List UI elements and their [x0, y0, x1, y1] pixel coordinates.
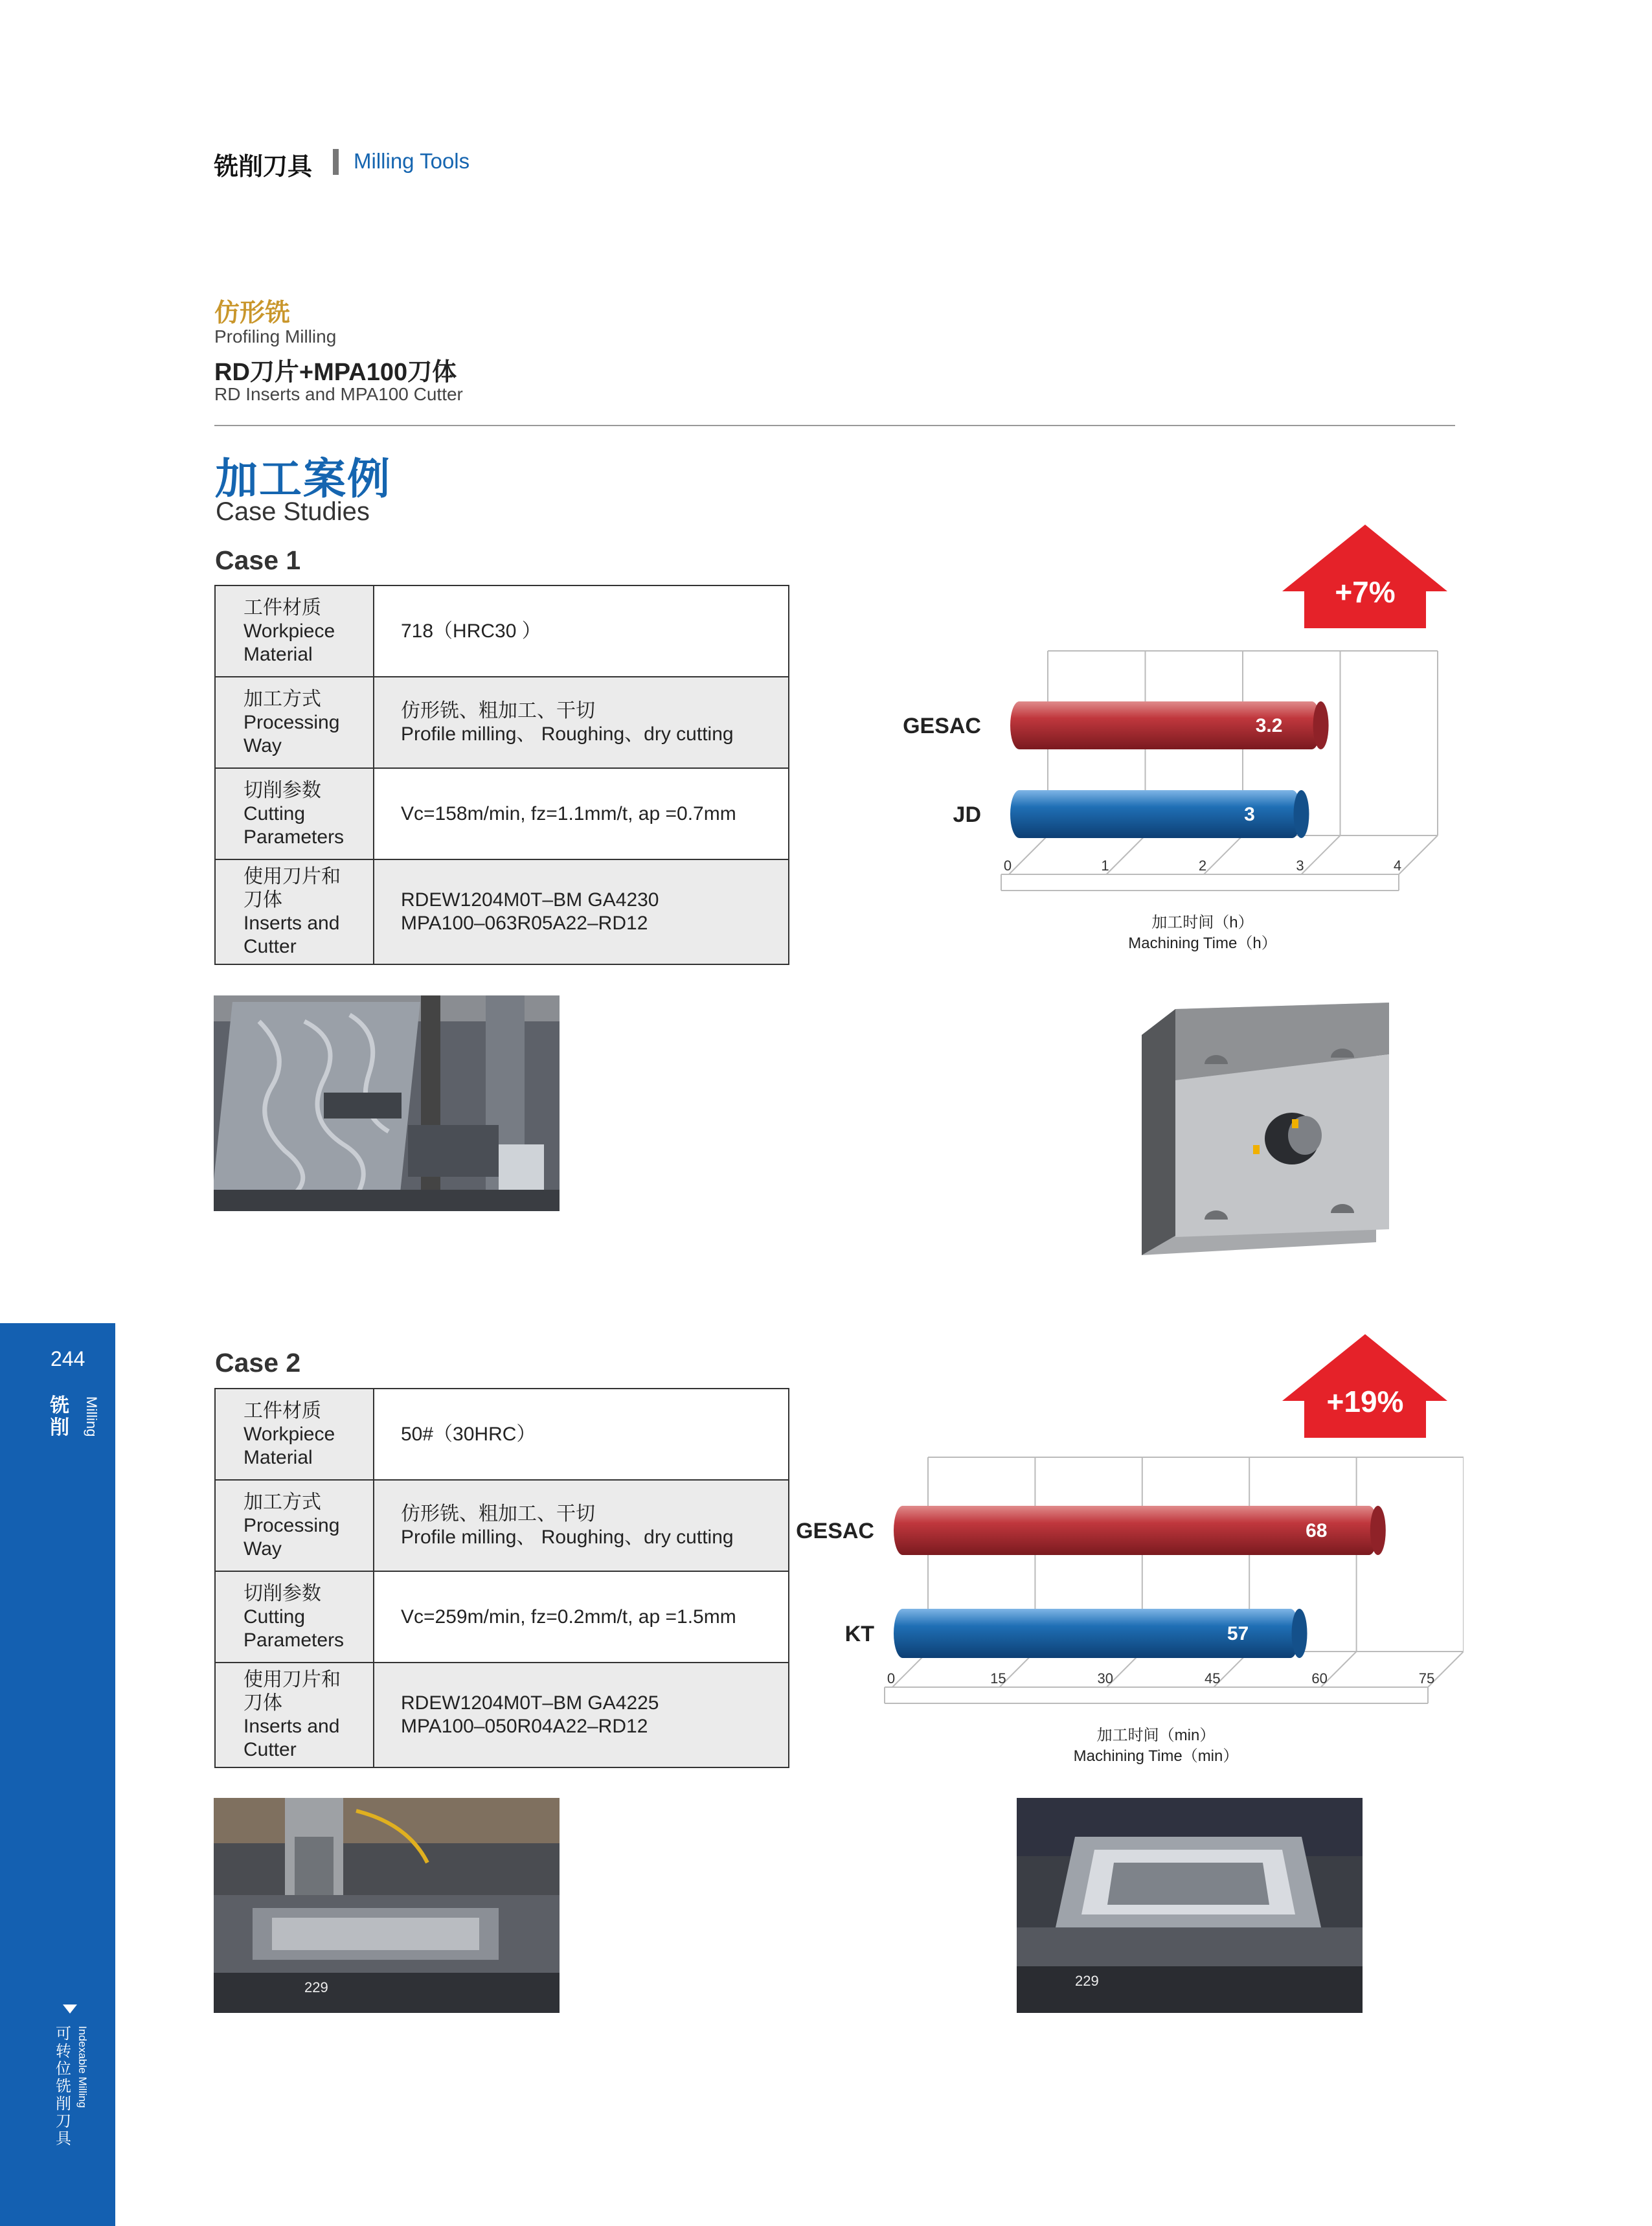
data-label: 57	[1227, 1623, 1249, 1644]
grid-line	[1009, 835, 1048, 874]
case-studies-title-en: Case Studies	[216, 497, 370, 526]
spec-value-line: 仿形铣、粗加工、干切	[401, 1503, 595, 1525]
svg-text:229: 229	[304, 1979, 328, 1995]
data-label: 3	[1244, 804, 1255, 825]
case1-render-photo	[1130, 996, 1389, 1264]
spec-value	[374, 585, 789, 677]
spec-label-line: Material	[243, 643, 313, 665]
axis-title-cn: 加工时间（min）	[1096, 1727, 1216, 1744]
spec-label-line: 工件材质	[243, 596, 321, 619]
spec-label-line: Parameters	[243, 826, 345, 848]
case1-spec-table	[214, 585, 789, 965]
tick-label: 45	[1204, 1670, 1221, 1687]
spec-label	[215, 1389, 374, 1480]
spec-label-line: 使用刀片和	[243, 1669, 341, 1690]
spec-row	[215, 768, 789, 859]
bar-cap	[1370, 1506, 1386, 1555]
subsection-title-en: RD Inserts and MPA100 Cutter	[214, 384, 463, 404]
spec-label-line: Cutting	[243, 1606, 306, 1628]
spec-row	[215, 859, 789, 964]
spec-value-line: RDEW1204M0T–BM GA4230	[401, 889, 659, 911]
bar-cap	[1294, 790, 1309, 838]
case-studies-title-cn: 加工案例	[215, 455, 391, 503]
sidebar-label-cn: 铣削	[50, 1395, 69, 1438]
spec-value-line: MPA100–050R04A22–RD12	[401, 1716, 648, 1737]
spec-value	[374, 1480, 789, 1571]
tick-label: 60	[1311, 1670, 1328, 1687]
axis-title-en: Machining Time（min）	[1073, 1747, 1239, 1765]
spec-label-line: Material	[243, 1446, 313, 1468]
spec-label	[215, 1663, 374, 1767]
bar-cap	[1313, 701, 1329, 749]
spec-label-line: 工件材质	[243, 1400, 321, 1422]
tick-label: 0	[1003, 857, 1012, 874]
spec-value	[374, 1389, 789, 1480]
tick-label: 1	[1101, 857, 1109, 874]
tick-label: 3	[1296, 857, 1304, 874]
spec-row	[215, 1480, 789, 1571]
spec-value-line: MPA100–063R05A22–RD12	[401, 913, 648, 934]
spec-value	[374, 859, 789, 964]
improvement-badge: +19%	[1326, 1385, 1404, 1418]
spec-value-line: Profile milling、 Roughing、dry cutting	[401, 723, 734, 745]
spec-row	[215, 1663, 789, 1767]
subsection-title-cn: RD刀片+MPA100刀体	[214, 359, 457, 386]
tick-label: 15	[990, 1670, 1006, 1687]
spec-label	[215, 585, 374, 677]
sidebar-category-en: Indexable Milling	[76, 2026, 89, 2108]
spec-value-line: Profile milling、 Roughing、dry cutting	[401, 1526, 734, 1548]
spec-label	[215, 1571, 374, 1663]
data-label: 3.2	[1255, 715, 1283, 736]
tick-label: 4	[1393, 857, 1402, 874]
spec-label	[215, 677, 374, 768]
category-label: JD	[953, 802, 981, 827]
category-label: GESAC	[903, 714, 981, 738]
spec-label	[215, 768, 374, 859]
spec-label-line: Processing	[243, 711, 340, 733]
grid-line	[1399, 835, 1438, 874]
svg-text:229: 229	[1075, 1973, 1099, 1989]
spec-label-line: 切削参数	[243, 1582, 321, 1604]
tick-label: 2	[1198, 857, 1207, 874]
case1-machine-photo	[214, 995, 560, 1211]
section-title-cn: 仿形铣	[214, 299, 291, 327]
grid-line	[1204, 835, 1243, 874]
spec-value-line: 50#（30HRC）	[401, 1423, 536, 1445]
sidebar-category-cn: 可转位铣削刀具	[56, 2025, 71, 2148]
case2-part-photo	[1017, 1798, 1363, 2013]
spec-label-line: Way	[243, 1538, 282, 1560]
category-label: KT	[844, 1622, 874, 1646]
spec-label-line: Processing	[243, 1514, 340, 1536]
sidebar-label-en: Milling	[84, 1396, 100, 1437]
spec-value	[374, 1571, 789, 1663]
spec-label-line: Way	[243, 734, 282, 756]
header-title-en: Milling Tools	[354, 149, 470, 173]
axis-title-cn: 加工时间（h）	[1151, 914, 1254, 931]
bar-cap	[1292, 1609, 1307, 1658]
spec-label-line: Inserts and	[243, 1716, 340, 1737]
spec-value	[374, 1663, 789, 1767]
tick-label: 75	[1418, 1670, 1435, 1687]
case1-chart	[894, 525, 1464, 978]
header-divider	[333, 149, 339, 175]
spec-label-line: Parameters	[243, 1629, 345, 1651]
spec-value-line: 仿形铣、粗加工、干切	[401, 699, 595, 721]
spec-label-line: 加工方式	[243, 1491, 321, 1513]
grid-line	[1107, 835, 1146, 874]
bar	[1010, 790, 1302, 838]
spec-label-line: Cutting	[243, 802, 306, 824]
spec-value	[374, 768, 789, 859]
grid-line	[1302, 835, 1341, 874]
case2-chart	[787, 1334, 1464, 1788]
spec-label-line: 刀体	[243, 889, 282, 911]
spec-label-line: Cutter	[243, 936, 297, 957]
spec-label-line: 加工方式	[243, 688, 321, 710]
spec-label-line: 切削参数	[243, 779, 321, 801]
spec-value-line: 718（HRC30 ）	[401, 620, 541, 642]
spec-row	[215, 585, 789, 677]
data-label: 68	[1306, 1520, 1328, 1541]
spec-value-line: Vc=259m/min, fz=0.2mm/t, ap =1.5mm	[401, 1606, 736, 1628]
spec-label-line: Workpiece	[243, 620, 335, 642]
page-number: 244	[51, 1347, 85, 1370]
spec-value-line: RDEW1204M0T–BM GA4225	[401, 1692, 659, 1714]
axis-title-en: Machining Time（h）	[1128, 935, 1277, 952]
spec-label	[215, 1480, 374, 1571]
section-rule	[214, 425, 1455, 426]
tick-label: 0	[887, 1670, 896, 1687]
spec-label-line: Workpiece	[243, 1423, 335, 1445]
header-title-cn: 铣削刀具	[214, 153, 313, 181]
spec-row	[215, 1571, 789, 1663]
spec-label-line: Inserts and	[243, 913, 340, 934]
spec-label	[215, 859, 374, 964]
spec-label-line: Cutter	[243, 1739, 297, 1760]
case1-title: Case 1	[215, 545, 301, 575]
tick-label: 30	[1097, 1670, 1114, 1687]
section-title-en: Profiling Milling	[214, 326, 337, 346]
spec-row	[215, 1389, 789, 1480]
spec-row	[215, 677, 789, 768]
triangle-down-icon	[63, 2005, 77, 2014]
category-label: GESAC	[796, 1519, 874, 1543]
spec-label-line: 使用刀片和	[243, 866, 341, 887]
improvement-badge: +7%	[1335, 575, 1396, 609]
case2-title: Case 2	[215, 1348, 301, 1378]
spec-value	[374, 677, 789, 768]
spec-value-line: Vc=158m/min, fz=1.1mm/t, ap =0.7mm	[401, 802, 736, 824]
spec-label-line: 刀体	[243, 1692, 282, 1714]
case2-machine-photo	[214, 1798, 560, 2013]
case2-spec-table	[214, 1388, 789, 1768]
